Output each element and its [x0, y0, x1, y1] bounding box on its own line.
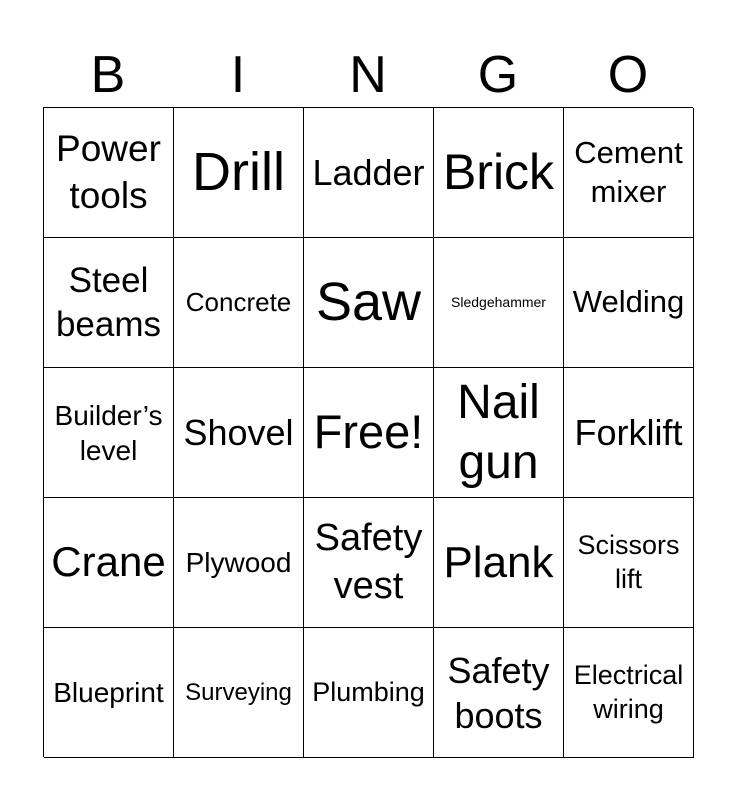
- bingo-cell[interactable]: [304, 628, 434, 758]
- bingo-cell-label: Forklift: [574, 412, 683, 453]
- bingo-cell-label: Builder’s level: [54, 399, 163, 466]
- bingo-cell[interactable]: [44, 108, 174, 238]
- bingo-cell[interactable]: [304, 498, 434, 628]
- bingo-cell-label: Brick: [442, 144, 555, 201]
- bingo-cell[interactable]: [434, 498, 564, 628]
- bingo-cell[interactable]: [174, 368, 304, 498]
- bingo-cell[interactable]: [434, 368, 564, 498]
- bingo-cell[interactable]: [564, 498, 694, 628]
- bingo-cell-label: Safety vest: [314, 517, 423, 607]
- bingo-cell-label: Crane: [51, 538, 166, 586]
- bingo-board: [43, 107, 693, 757]
- bingo-cell-label: Safety boots: [447, 649, 550, 736]
- bingo-cell[interactable]: [304, 368, 434, 498]
- bingo-cell-label: Drill: [192, 141, 285, 202]
- bingo-cell[interactable]: [174, 238, 304, 368]
- bingo-cell-label: Electrical wiring: [573, 659, 684, 724]
- header-letter-n: N: [349, 46, 387, 104]
- bingo-cell[interactable]: [174, 628, 304, 758]
- bingo-cell-label: Concrete: [185, 287, 292, 318]
- bingo-cell-label: Blueprint: [53, 677, 164, 708]
- bingo-cell-label: Shovel: [183, 412, 294, 453]
- header-letter-b: B: [90, 46, 126, 104]
- bingo-cell[interactable]: [434, 628, 564, 758]
- bingo-cell-label: Ladder: [312, 152, 425, 193]
- bingo-cell-label: Free!: [313, 405, 424, 459]
- bingo-cell[interactable]: [434, 108, 564, 238]
- bingo-cell[interactable]: [44, 628, 174, 758]
- bingo-cell[interactable]: [174, 498, 304, 628]
- bingo-cell-label: Sledgehammer: [451, 294, 546, 311]
- bingo-header: [43, 44, 693, 106]
- bingo-cell[interactable]: [564, 238, 694, 368]
- bingo-cell-label: Surveying: [185, 678, 292, 706]
- bingo-cell[interactable]: [304, 238, 434, 368]
- bingo-cell-label: Welding: [572, 284, 685, 320]
- bingo-cell-label: Plank: [443, 538, 554, 587]
- bingo-cell[interactable]: [564, 108, 694, 238]
- bingo-cell-label: Plumbing: [312, 676, 425, 707]
- bingo-cell-label: Saw: [315, 271, 422, 332]
- bingo-cell[interactable]: [174, 108, 304, 238]
- bingo-cell-label: Scissors lift: [577, 529, 680, 594]
- header-letter-i: I: [230, 46, 246, 104]
- header-letter-o: O: [607, 46, 649, 104]
- bingo-cell[interactable]: [564, 628, 694, 758]
- bingo-cell[interactable]: [44, 368, 174, 498]
- bingo-cell-label: Steel beams: [55, 260, 162, 344]
- header-letter-g: G: [477, 46, 519, 104]
- bingo-cell[interactable]: [44, 238, 174, 368]
- bingo-cell[interactable]: [564, 368, 694, 498]
- bingo-cell[interactable]: [44, 498, 174, 628]
- bingo-cell-label: Plywood: [185, 547, 292, 578]
- bingo-cell-label: Power tools: [56, 128, 161, 216]
- bingo-cell[interactable]: [434, 238, 564, 368]
- bingo-cell-label: Cement mixer: [574, 134, 683, 209]
- bingo-cell[interactable]: [304, 108, 434, 238]
- bingo-cell-label: Nail gun: [457, 375, 540, 489]
